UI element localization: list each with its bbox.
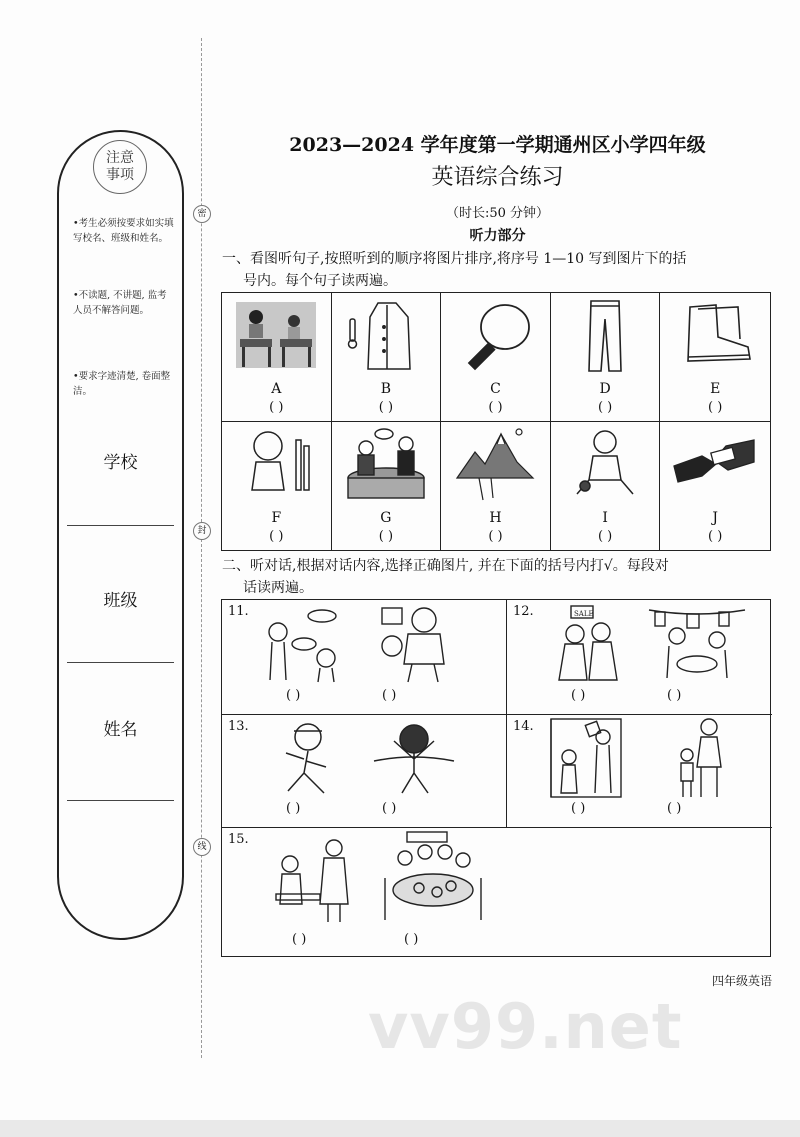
part2-instruction-line1: 二、听对话,根据对话内容,选择正确图片, 并在下面的括号内打√。每段对 (222, 558, 669, 574)
bottom-strip (0, 1120, 800, 1137)
picture-letter: D (599, 381, 611, 397)
answer-blank[interactable]: ( ) (667, 801, 682, 816)
part1-picture-grid (221, 292, 771, 551)
ping-pong-paddle-icon (453, 297, 537, 375)
answer-blank[interactable]: ( ) (378, 528, 394, 544)
picture-letter: I (602, 509, 608, 526)
answer-blank[interactable]: ( ) (382, 688, 397, 703)
question-number: 11. (228, 604, 249, 619)
picture-letter: J (712, 509, 718, 526)
answer-blank[interactable]: ( ) (597, 528, 613, 544)
section-title: 听力部分 (469, 228, 526, 244)
notice-item-1: •考生必须按要求如实填写校名、班级和姓名。 (73, 218, 174, 244)
answer-blank[interactable]: ( ) (597, 400, 613, 415)
picture-cell-d (551, 293, 661, 422)
answer-blank[interactable]: ( ) (667, 688, 682, 703)
picture-letter: G (380, 509, 392, 526)
answer-blank[interactable]: ( ) (488, 400, 503, 415)
binding-mark-3: 线 (193, 838, 211, 856)
girl-with-ball-icon (372, 604, 456, 684)
shopping-sale-icon (547, 604, 631, 684)
school-label: 学校 (103, 453, 138, 473)
students-at-desks-icon (234, 297, 318, 375)
name-label: 姓名 (103, 720, 138, 740)
boy-finish-line-icon (372, 717, 456, 799)
answer-blank[interactable]: ( ) (292, 932, 307, 947)
family-dinner-icon (377, 830, 487, 924)
picture-letter: A (271, 381, 282, 397)
notice-title-line1: 注意 (106, 150, 134, 166)
sitting-boy-icon (563, 426, 647, 504)
exam-subtitle: 英语综合练习 (431, 165, 564, 190)
laundry-line-icon (647, 604, 747, 684)
picture-cell-f (222, 422, 332, 551)
question-number: 14. (513, 719, 534, 734)
picture-letter: B (380, 381, 392, 397)
boy-with-crayons-icon (234, 426, 318, 504)
exam-title: 2023—2024 学年度第一学期通州区小学四年级 (289, 134, 706, 156)
binding-dashed-line (201, 38, 202, 1058)
picture-cell-b (332, 293, 442, 422)
mountains-icon (453, 426, 537, 504)
picture-cell-g (332, 422, 442, 551)
question-number: 12. (513, 604, 534, 619)
handing-object-icon (672, 426, 756, 504)
answer-blank[interactable]: ( ) (378, 400, 394, 415)
notice-item-3: •要求字迹清楚, 卷面整洁。 (73, 371, 171, 397)
picture-cell-i (551, 422, 661, 551)
question-14-box (507, 715, 772, 828)
name-line[interactable] (67, 800, 174, 801)
site-watermark: vv99.net (368, 990, 683, 1063)
question-13-box (222, 715, 507, 828)
picture-cell-a (222, 293, 332, 422)
part2-instruction-line2: 话读两遍。 (243, 580, 313, 596)
answer-blank[interactable]: ( ) (286, 801, 301, 816)
picture-letter: C (490, 381, 501, 397)
question-15-box (222, 828, 770, 956)
answer-blank[interactable]: ( ) (488, 528, 503, 544)
answer-blank[interactable]: ( ) (571, 801, 586, 816)
notice-badge (93, 140, 147, 194)
door-visitor-icon (547, 717, 631, 799)
binding-mark-1: 密 (193, 205, 211, 223)
answer-blank[interactable]: ( ) (708, 400, 723, 415)
running-boy-icon (268, 719, 348, 799)
answer-blank[interactable]: ( ) (404, 932, 419, 947)
page-footer: 四年级英语 (712, 974, 773, 988)
picture-letter: H (489, 509, 502, 526)
trousers-icon (563, 297, 647, 375)
notice-item-2: •不读题, 不讲题, 监考人员不解答问题。 (73, 290, 167, 316)
picture-cell-j (660, 422, 770, 551)
part1-instruction-line1: 一、看图听句子,按照听到的顺序将图片排序,将序号 1—10 写到图片下的括 (222, 251, 687, 267)
answer-blank[interactable]: ( ) (571, 688, 586, 703)
father-and-child-icon (657, 717, 741, 799)
part1-instruction-line2: 号内。每个句子读两遍。 (243, 273, 397, 289)
coat-and-thermometer-icon (344, 297, 428, 375)
school-line[interactable] (67, 525, 174, 526)
picture-letter: F (271, 509, 282, 526)
binding-mark-2: 封 (193, 522, 211, 540)
notice-sidebar (57, 130, 184, 940)
notice-title-line2: 事项 (106, 167, 134, 183)
picture-letter: E (710, 381, 721, 397)
question-number: 13. (228, 719, 249, 734)
part2-dialogue-grid (221, 599, 771, 957)
svg-text:SALE: SALE (574, 610, 594, 618)
girls-talking-icon (262, 606, 346, 684)
boots-icon (672, 297, 756, 375)
question-11-box (222, 600, 507, 715)
answer-blank[interactable]: ( ) (708, 528, 723, 544)
question-number: 15. (228, 832, 249, 847)
picture-cell-e (660, 293, 770, 422)
answer-blank[interactable]: ( ) (382, 801, 397, 816)
picture-cell-h (441, 422, 551, 551)
class-label: 班级 (103, 591, 138, 611)
answer-blank[interactable]: ( ) (269, 400, 284, 415)
answer-blank[interactable]: ( ) (269, 528, 284, 544)
dinner-table-icon (344, 426, 428, 504)
answer-blank[interactable]: ( ) (286, 688, 301, 703)
exam-duration: （时长:50 分钟） (445, 206, 550, 221)
restaurant-waiter-icon (272, 838, 356, 924)
question-12-box (507, 600, 772, 715)
picture-cell-c (441, 293, 551, 422)
class-line[interactable] (67, 662, 174, 663)
